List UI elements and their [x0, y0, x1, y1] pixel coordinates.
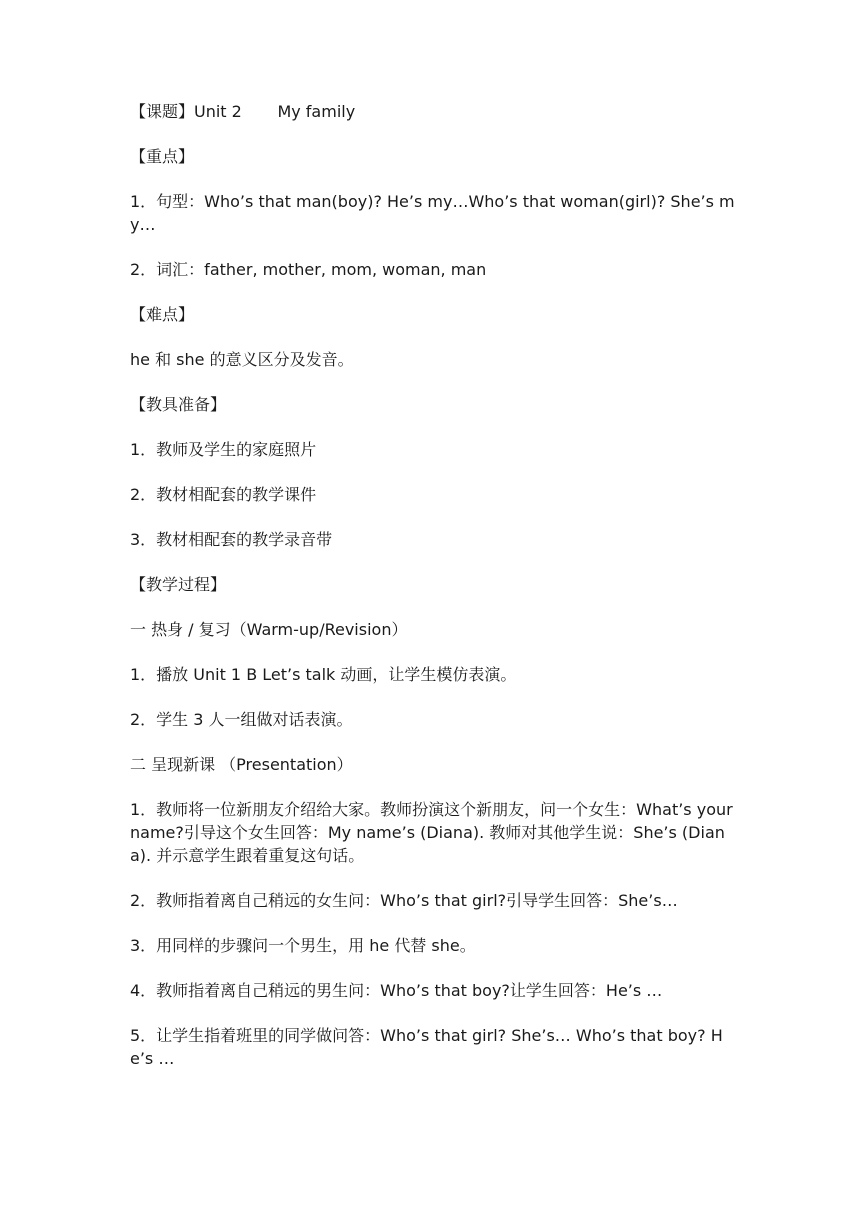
material-item: 1．教师及学生的家庭照片: [130, 440, 317, 459]
difficulty-item: he 和 she 的意义区分及发音。: [130, 350, 354, 369]
warm-up-step: 1．播放 Unit 1 B Let’s talk 动画，让学生模仿表演。: [130, 665, 517, 684]
section-heading-key-points: 【重点】: [130, 147, 195, 166]
key-point-sentence-patterns: 1．句型：Who’s that man(boy)? He’s my…Who’s that woman(girl)? She’s my…: [130, 192, 735, 234]
warm-up-step: 2．学生 3 人一组做对话表演。: [130, 710, 353, 729]
presentation-step: 4．教师指着离自己稍远的男生问：Who’s that boy?让学生回答：He’s …: [130, 981, 663, 1000]
presentation-step: 2．教师指着离自己稍远的女生问：Who’s that girl?引导学生回答：She’s…: [130, 891, 678, 910]
document-page: [130, 100, 738, 1092]
material-item: 2．教材相配套的教学课件: [130, 485, 317, 504]
presentation-step: 5．让学生指着班里的同学做问答：Who’s that girl? She’s… Who’s that boy? He’s …: [130, 1026, 723, 1068]
subsection-heading-presentation: 二 呈现新课 （Presentation）: [130, 755, 353, 774]
presentation-step: 3．用同样的步骤问一个男生，用 he 代替 she。: [130, 936, 476, 955]
material-item: 3．教材相配套的教学录音带: [130, 530, 333, 549]
lesson-title: 【课题】Unit 2 My family: [130, 102, 356, 121]
key-point-vocabulary: 2．词汇：father, mother, mom, woman, man: [130, 260, 487, 279]
section-heading-materials: 【教具准备】: [130, 395, 227, 414]
section-heading-teaching-process: 【教学过程】: [130, 575, 227, 594]
presentation-step: 1．教师将一位新朋友介绍给大家。教师扮演这个新朋友，问一个女生：What’s your name?引导这个女生回答：My name’s (Diana). 教师对其他学生说：She’s (Diana). 并示意学生跟着重复这句话。: [130, 800, 738, 865]
subsection-heading-warm-up: 一 热身 / 复习（Warm-up/Revision）: [130, 620, 408, 639]
section-heading-difficulties: 【难点】: [130, 305, 195, 324]
